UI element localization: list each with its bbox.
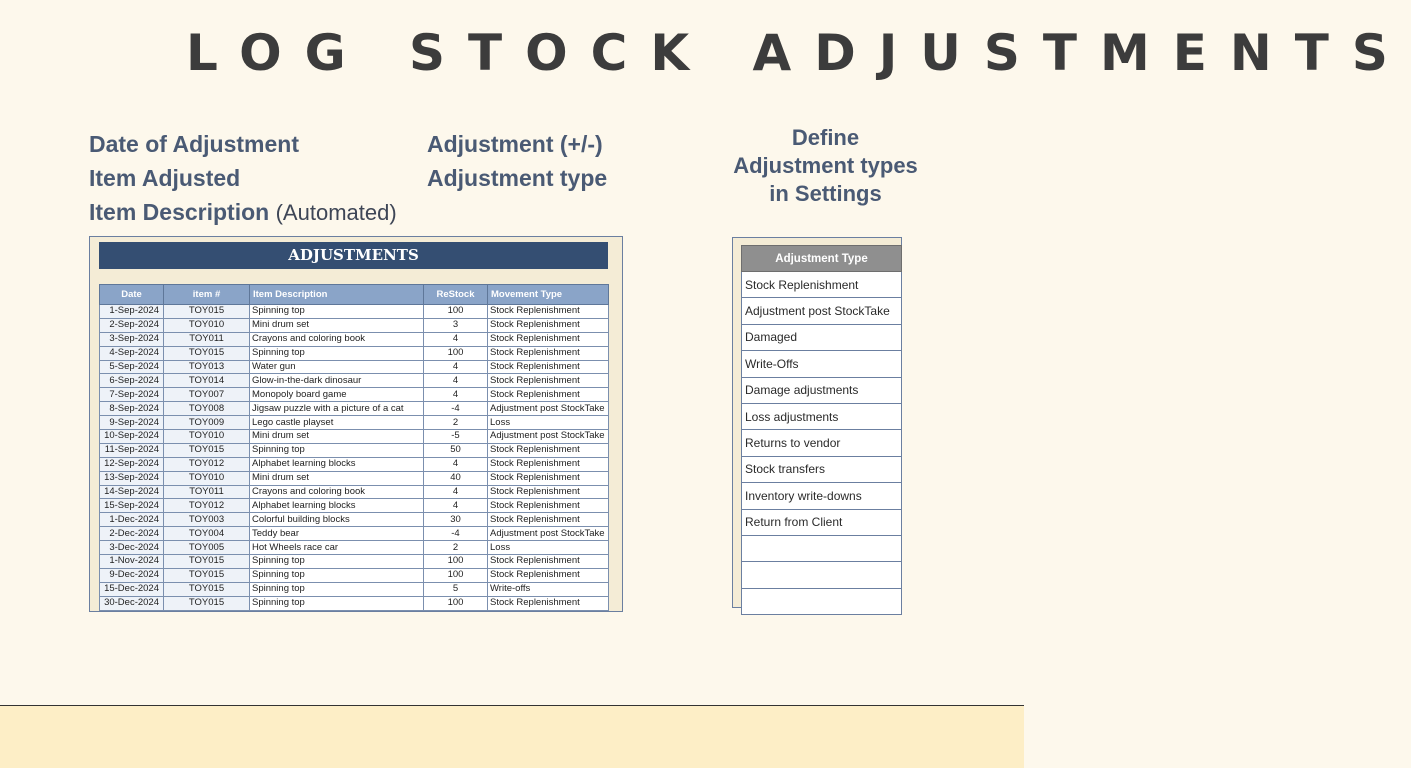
cell-description[interactable]: Lego castle playset: [250, 416, 424, 430]
cell-date[interactable]: 14-Sep-2024: [100, 485, 164, 499]
table-row[interactable]: [100, 527, 609, 541]
cell-date[interactable]: 15-Dec-2024: [100, 582, 164, 596]
adjustments-banner: ADJUSTMENTS: [99, 242, 608, 269]
table-row[interactable]: [100, 374, 609, 388]
cell-description[interactable]: Spinning top: [250, 346, 424, 360]
cell-date[interactable]: 8-Sep-2024: [100, 402, 164, 416]
cell-description[interactable]: Mini drum set: [250, 430, 424, 444]
column-header-date[interactable]: Date: [100, 285, 164, 305]
cell-movement-type[interactable]: Stock Replenishment: [488, 568, 609, 582]
settings-note-line2: Adjustment types: [733, 153, 918, 178]
list-item[interactable]: [742, 483, 902, 509]
list-item[interactable]: [742, 509, 902, 535]
cell-restock[interactable]: 50: [424, 443, 488, 457]
field-list-mid: [427, 127, 607, 195]
table-row[interactable]: [100, 332, 609, 346]
cell-description[interactable]: Spinning top: [250, 305, 424, 319]
cell-description[interactable]: Jigsaw puzzle with a picture of a cat: [250, 402, 424, 416]
cell-date[interactable]: 30-Dec-2024: [100, 596, 164, 610]
field-adjustment-label: Adjustment (+/-): [427, 131, 603, 157]
settings-note: [728, 124, 923, 208]
cell-description[interactable]: Mini drum set: [250, 471, 424, 485]
page-title: LOG STOCK ADJUSTMENTS: [186, 24, 1411, 82]
cell-movement-type[interactable]: Stock Replenishment: [488, 360, 609, 374]
table-row[interactable]: [100, 402, 609, 416]
cell-description[interactable]: Water gun: [250, 360, 424, 374]
list-item[interactable]: [742, 588, 902, 614]
cell-restock[interactable]: 100: [424, 568, 488, 582]
table-row[interactable]: [100, 596, 609, 610]
field-list-left: [89, 127, 397, 230]
table-row[interactable]: [100, 305, 609, 319]
cell-restock[interactable]: 4: [424, 457, 488, 471]
adjustments-header-row: [100, 285, 609, 305]
table-row[interactable]: [100, 416, 609, 430]
adjustment-type-cell[interactable]: [742, 588, 902, 614]
cell-description[interactable]: Crayons and coloring book: [250, 332, 424, 346]
cell-movement-type[interactable]: Stock Replenishment: [488, 388, 609, 402]
cell-item[interactable]: TOY015: [164, 346, 250, 360]
cell-restock[interactable]: 30: [424, 513, 488, 527]
table-row[interactable]: [100, 582, 609, 596]
cell-movement-type[interactable]: Stock Replenishment: [488, 485, 609, 499]
cell-movement-type[interactable]: Adjustment post StockTake: [488, 402, 609, 416]
cell-restock[interactable]: 5: [424, 582, 488, 596]
cell-item[interactable]: TOY015: [164, 305, 250, 319]
cell-item[interactable]: TOY015: [164, 568, 250, 582]
cell-restock[interactable]: 3: [424, 318, 488, 332]
cell-date[interactable]: 15-Sep-2024: [100, 499, 164, 513]
column-header-restock[interactable]: ReStock: [424, 285, 488, 305]
cell-description[interactable]: Spinning top: [250, 443, 424, 457]
cell-restock[interactable]: 4: [424, 499, 488, 513]
table-row[interactable]: [100, 346, 609, 360]
cell-movement-type[interactable]: Loss: [488, 416, 609, 430]
cell-movement-type[interactable]: Stock Replenishment: [488, 499, 609, 513]
table-row[interactable]: [100, 318, 609, 332]
list-item[interactable]: [742, 272, 902, 298]
adjustment-type-cell[interactable]: Inventory write-downs: [742, 483, 902, 509]
cell-date[interactable]: 2-Dec-2024: [100, 527, 164, 541]
cell-restock[interactable]: 2: [424, 416, 488, 430]
cell-movement-type[interactable]: Write-offs: [488, 582, 609, 596]
cell-description[interactable]: Alphabet learning blocks: [250, 499, 424, 513]
cell-movement-type[interactable]: Stock Replenishment: [488, 457, 609, 471]
list-item[interactable]: [742, 324, 902, 350]
cell-restock[interactable]: 100: [424, 596, 488, 610]
cell-description[interactable]: Spinning top: [250, 555, 424, 569]
cell-description[interactable]: Hot Wheels race car: [250, 541, 424, 555]
cell-item[interactable]: TOY011: [164, 485, 250, 499]
cell-restock[interactable]: 4: [424, 360, 488, 374]
adjustment-type-cell[interactable]: [742, 535, 902, 561]
cell-restock[interactable]: 100: [424, 555, 488, 569]
settings-note-line1: Define: [791, 125, 860, 150]
adjustment-types-panel: [732, 237, 902, 608]
table-row[interactable]: [100, 360, 609, 374]
cell-description[interactable]: Glow-in-the-dark dinosaur: [250, 374, 424, 388]
cell-item[interactable]: TOY010: [164, 471, 250, 485]
cell-item[interactable]: TOY005: [164, 541, 250, 555]
footer-band: [0, 706, 1024, 768]
cell-item[interactable]: TOY014: [164, 374, 250, 388]
cell-description[interactable]: Crayons and coloring book: [250, 485, 424, 499]
list-item[interactable]: [742, 377, 902, 403]
cell-date[interactable]: 4-Sep-2024: [100, 346, 164, 360]
field-item-label: Item Adjusted: [89, 165, 241, 191]
cell-movement-type[interactable]: Stock Replenishment: [488, 332, 609, 346]
cell-movement-type[interactable]: Stock Replenishment: [488, 596, 609, 610]
adjustment-type-cell[interactable]: Damaged: [742, 324, 902, 350]
cell-movement-type[interactable]: Stock Replenishment: [488, 555, 609, 569]
field-description-text: Item Description: [89, 199, 270, 225]
cell-date[interactable]: 12-Sep-2024: [100, 457, 164, 471]
cell-date[interactable]: 3-Dec-2024: [100, 541, 164, 555]
cell-item[interactable]: TOY012: [164, 457, 250, 471]
column-header-description[interactable]: Item Description: [250, 285, 424, 305]
cell-description[interactable]: Alphabet learning blocks: [250, 457, 424, 471]
cell-date[interactable]: 7-Sep-2024: [100, 388, 164, 402]
adjustment-type-cell[interactable]: Returns to vendor: [742, 430, 902, 456]
cell-item[interactable]: TOY009: [164, 416, 250, 430]
cell-item[interactable]: TOY013: [164, 360, 250, 374]
table-row[interactable]: [100, 471, 609, 485]
adjustment-type-cell[interactable]: Stock Replenishment: [742, 272, 902, 298]
list-item[interactable]: [742, 351, 902, 377]
table-row[interactable]: [100, 485, 609, 499]
cell-restock[interactable]: 4: [424, 485, 488, 499]
field-date-label: Date of Adjustment: [89, 131, 299, 157]
cell-description[interactable]: Teddy bear: [250, 527, 424, 541]
cell-description[interactable]: Spinning top: [250, 568, 424, 582]
cell-date[interactable]: 10-Sep-2024: [100, 430, 164, 444]
table-row[interactable]: [100, 430, 609, 444]
cell-date[interactable]: 5-Sep-2024: [100, 360, 164, 374]
cell-date[interactable]: 1-Sep-2024: [100, 305, 164, 319]
adjustment-types-table: [741, 245, 902, 615]
table-row[interactable]: [100, 388, 609, 402]
cell-movement-type[interactable]: Stock Replenishment: [488, 513, 609, 527]
table-row[interactable]: [100, 541, 609, 555]
cell-description[interactable]: Mini drum set: [250, 318, 424, 332]
cell-restock[interactable]: -4: [424, 402, 488, 416]
list-item[interactable]: [742, 562, 902, 588]
cell-item[interactable]: TOY008: [164, 402, 250, 416]
list-item[interactable]: [742, 298, 902, 324]
cell-item[interactable]: TOY003: [164, 513, 250, 527]
table-row[interactable]: [100, 443, 609, 457]
table-row[interactable]: [100, 555, 609, 569]
cell-restock[interactable]: 2: [424, 541, 488, 555]
cell-date[interactable]: 6-Sep-2024: [100, 374, 164, 388]
cell-date[interactable]: 3-Sep-2024: [100, 332, 164, 346]
cell-movement-type[interactable]: Stock Replenishment: [488, 305, 609, 319]
table-row[interactable]: [100, 457, 609, 471]
cell-date[interactable]: 9-Sep-2024: [100, 416, 164, 430]
cell-movement-type[interactable]: Stock Replenishment: [488, 471, 609, 485]
cell-movement-type[interactable]: Stock Replenishment: [488, 318, 609, 332]
list-item[interactable]: [742, 430, 902, 456]
cell-movement-type[interactable]: Loss: [488, 541, 609, 555]
adjustment-type-cell[interactable]: Loss adjustments: [742, 403, 902, 429]
cell-item[interactable]: TOY007: [164, 388, 250, 402]
list-item[interactable]: [742, 456, 902, 482]
adjustment-type-cell[interactable]: [742, 562, 902, 588]
cell-date[interactable]: 1-Nov-2024: [100, 555, 164, 569]
table-row[interactable]: [100, 499, 609, 513]
cell-item[interactable]: TOY015: [164, 582, 250, 596]
cell-item[interactable]: TOY015: [164, 596, 250, 610]
adjustment-type-cell[interactable]: Damage adjustments: [742, 377, 902, 403]
adjustment-type-cell[interactable]: Stock transfers: [742, 456, 902, 482]
cell-movement-type[interactable]: Stock Replenishment: [488, 346, 609, 360]
cell-restock[interactable]: 100: [424, 305, 488, 319]
field-description-label: [89, 195, 397, 230]
field-type-label: Adjustment type: [427, 165, 608, 191]
column-header-movement-type[interactable]: Movement Type: [488, 285, 609, 305]
settings-note-line3: in Settings: [769, 181, 882, 206]
cell-item[interactable]: TOY015: [164, 443, 250, 457]
cell-item[interactable]: TOY012: [164, 499, 250, 513]
cell-description[interactable]: Monopoly board game: [250, 388, 424, 402]
cell-restock[interactable]: -4: [424, 527, 488, 541]
cell-restock[interactable]: 4: [424, 374, 488, 388]
cell-description[interactable]: Spinning top: [250, 582, 424, 596]
cell-movement-type[interactable]: Stock Replenishment: [488, 443, 609, 457]
cell-restock[interactable]: -5: [424, 430, 488, 444]
adjustment-type-cell[interactable]: Write-Offs: [742, 351, 902, 377]
cell-description[interactable]: Colorful building blocks: [250, 513, 424, 527]
column-header-item[interactable]: item #: [164, 285, 250, 305]
cell-item[interactable]: TOY004: [164, 527, 250, 541]
cell-date[interactable]: 9-Dec-2024: [100, 568, 164, 582]
field-description-note: (Automated): [275, 200, 397, 225]
cell-movement-type[interactable]: Adjustment post StockTake: [488, 527, 609, 541]
adjustments-sheet: [89, 236, 623, 612]
cell-description[interactable]: Spinning top: [250, 596, 424, 610]
list-item[interactable]: [742, 535, 902, 561]
cell-movement-type[interactable]: Adjustment post StockTake: [488, 430, 609, 444]
cell-item[interactable]: TOY011: [164, 332, 250, 346]
cell-item[interactable]: TOY010: [164, 318, 250, 332]
cell-date[interactable]: 2-Sep-2024: [100, 318, 164, 332]
cell-movement-type[interactable]: Stock Replenishment: [488, 374, 609, 388]
table-row[interactable]: [100, 513, 609, 527]
cell-date[interactable]: 13-Sep-2024: [100, 471, 164, 485]
list-item[interactable]: [742, 403, 902, 429]
adjustments-table: [99, 284, 609, 611]
cell-date[interactable]: 11-Sep-2024: [100, 443, 164, 457]
cell-restock[interactable]: 4: [424, 388, 488, 402]
table-row[interactable]: [100, 568, 609, 582]
adjustment-types-header-row: [742, 246, 902, 272]
adjustment-type-cell[interactable]: Return from Client: [742, 509, 902, 535]
cell-restock[interactable]: 4: [424, 332, 488, 346]
cell-item[interactable]: TOY015: [164, 555, 250, 569]
adjustment-type-cell[interactable]: Adjustment post StockTake: [742, 298, 902, 324]
cell-restock[interactable]: 100: [424, 346, 488, 360]
adjustment-types-header[interactable]: Adjustment Type: [742, 246, 902, 272]
cell-restock[interactable]: 40: [424, 471, 488, 485]
cell-item[interactable]: TOY010: [164, 430, 250, 444]
cell-date[interactable]: 1-Dec-2024: [100, 513, 164, 527]
